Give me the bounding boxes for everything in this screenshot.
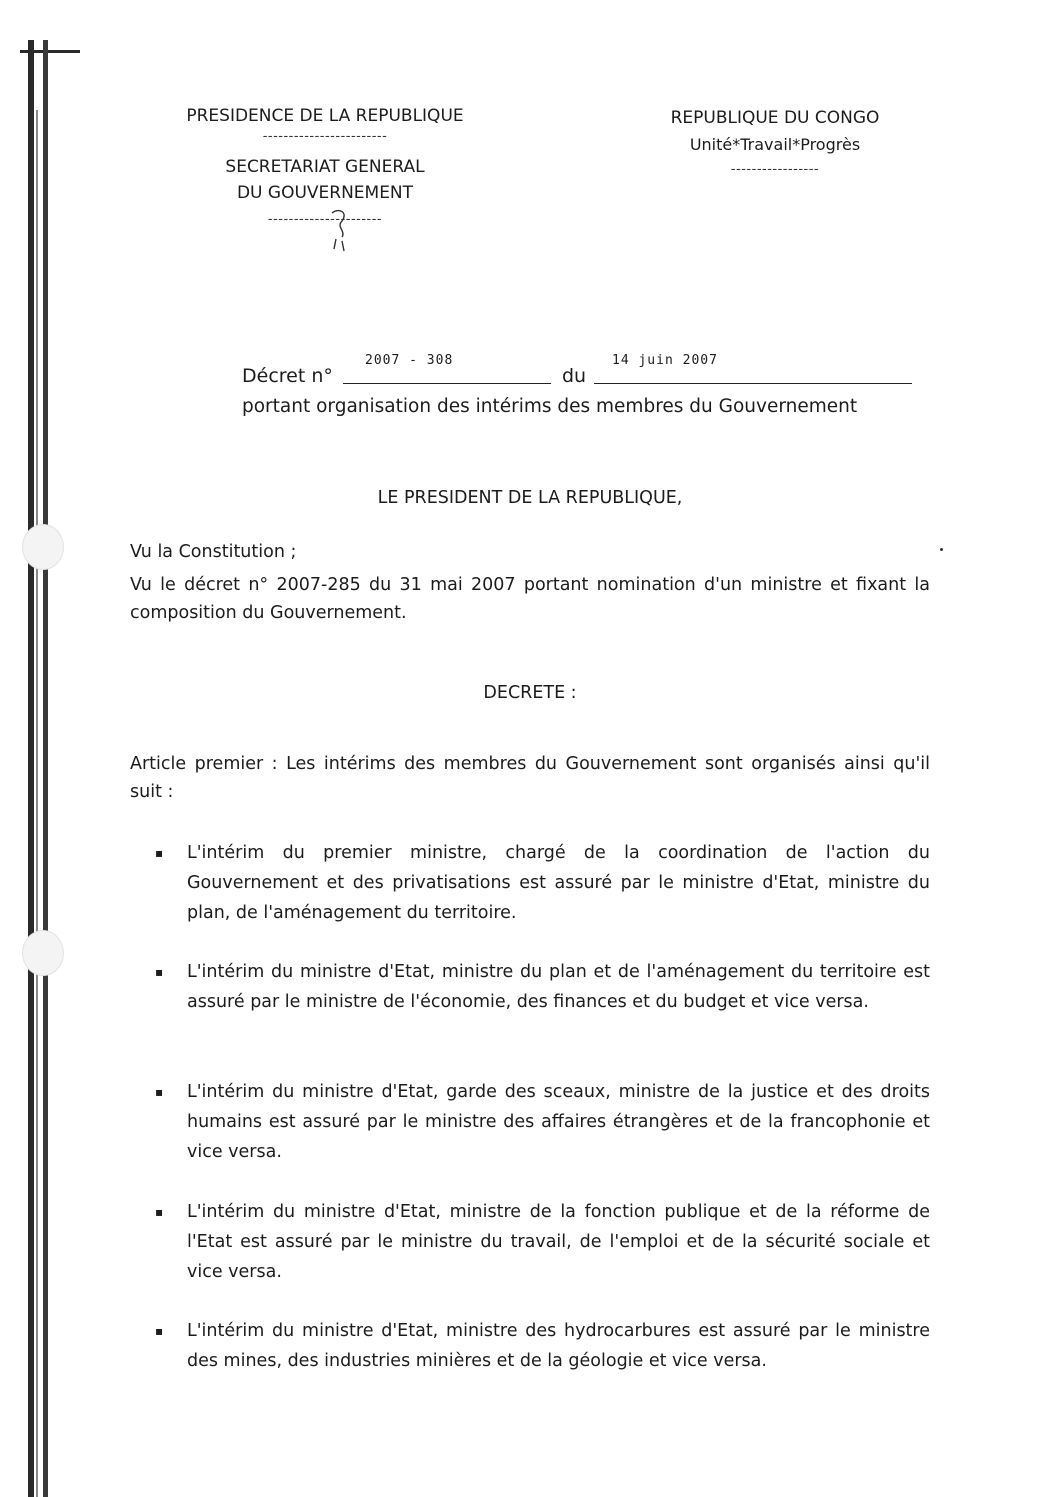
- bullet-icon: ▪: [155, 965, 164, 979]
- list-item: [155, 1316, 930, 1376]
- issuer-presidence: PRESIDENCE DE LA REPUBLIQUE: [186, 106, 464, 126]
- bullet-icon: ▪: [155, 846, 164, 860]
- country-block: [640, 107, 910, 177]
- decree-du-label: du: [562, 365, 587, 387]
- decree-number-field: [343, 353, 551, 384]
- punch-hole: [22, 930, 64, 976]
- article-text: Les intérims des membres du Gouvernement sont organisés ainsi qu'il suit :: [130, 754, 931, 802]
- list-item-text: L'intérim du ministre d'Etat, garde des sceaux, ministre de la justice et des droits humains est assuré par le ministre des affaires étrangères et de la francophonie et vice versa.: [187, 1082, 930, 1162]
- binding-bar: [36, 110, 38, 1497]
- list-item-text: L'intérim du ministre d'Etat, ministre du plan et de l'aménagement du territoire est assuré par le ministre de l'économie, des finances et du budget et vice versa.: [187, 962, 930, 1012]
- list-item: [155, 957, 930, 1017]
- decree-number: 2007 - 308: [365, 353, 454, 368]
- article-premier: [130, 750, 930, 806]
- list-item: [155, 838, 930, 928]
- list-item-text: L'intérim du premier ministre, chargé de la coordination de l'action du Gouvernement et des privatisations est assuré par le ministre d'Etat, ministre du plan, de l'aménagement du territoire.: [187, 843, 930, 923]
- country-motto: Unité*Travail*Progrès: [689, 135, 861, 154]
- separator: ----------------------: [267, 212, 383, 227]
- binding-edge: [0, 0, 60, 1497]
- separator: -----------------: [730, 162, 820, 177]
- punch-hole: [22, 524, 64, 570]
- binding-bar: [43, 40, 48, 1497]
- article-label: Article premier :: [130, 754, 278, 774]
- separator: ------------------------: [262, 129, 388, 144]
- decree-date: 14 juin 2007: [612, 353, 718, 368]
- decree-date-field: [594, 353, 912, 384]
- visa-constitution: Vu la Constitution ;: [130, 542, 297, 562]
- handwritten-mark: [322, 205, 356, 253]
- list-item: [155, 1197, 930, 1287]
- bullet-icon: ▪: [155, 1324, 164, 1338]
- country-name: REPUBLIQUE DU CONGO: [670, 108, 880, 128]
- bullet-icon: ▪: [155, 1085, 164, 1099]
- decree-subject: portant organisation des intérims des membres du Gouvernement: [242, 396, 858, 417]
- scan-speck: [940, 548, 943, 551]
- decree-title-line: [242, 353, 914, 387]
- president-heading: LE PRESIDENT DE LA REPUBLIQUE,: [377, 488, 683, 508]
- list-item-text: L'intérim du ministre d'Etat, ministre de la fonction publique et de la réforme de l'Etat est assuré par le ministre du travail, de l'emploi et de la sécurité sociale et vice versa.: [187, 1202, 930, 1282]
- visa-decree: Vu le décret n° 2007-285 du 31 mai 2007 portant nomination d'un ministre et fixant la composition du Gouvernement.: [130, 575, 930, 623]
- issuer-secretariat: SECRETARIAT GENERAL: [225, 157, 425, 177]
- issuer-gouvernement: DU GOUVERNEMENT: [236, 183, 414, 203]
- list-item: [155, 1077, 930, 1167]
- list-item-text: L'intérim du ministre d'Etat, ministre des hydrocarbures est assuré par le ministre des mines, des industries minières et de la géologie et vice versa.: [187, 1321, 930, 1371]
- decree-label: Décret n°: [242, 365, 333, 387]
- bullet-icon: ▪: [155, 1205, 164, 1219]
- decrete-heading: DECRETE :: [483, 683, 577, 703]
- binding-bar: [28, 40, 34, 1497]
